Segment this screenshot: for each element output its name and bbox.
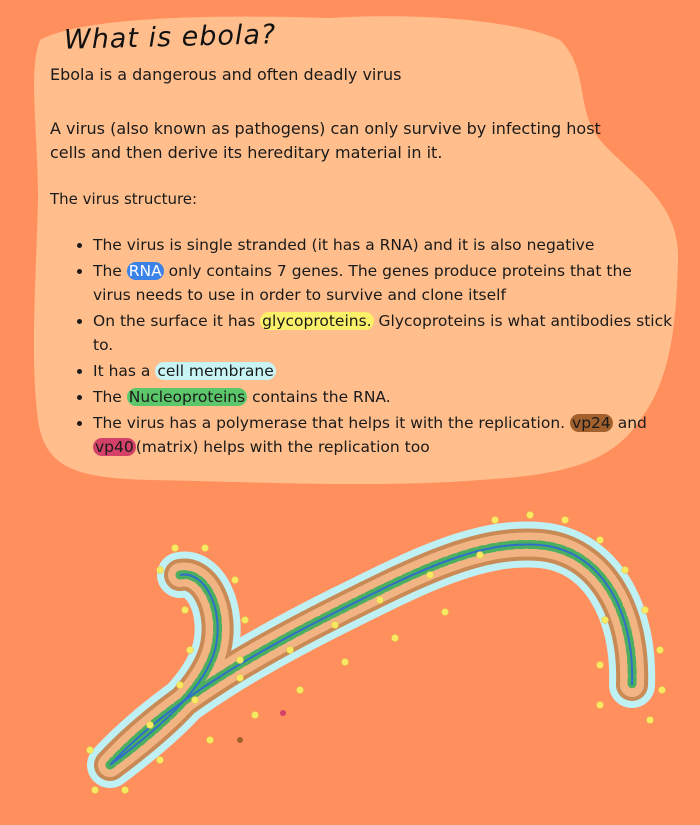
intro-text: Ebola is a dangerous and often deadly virus bbox=[50, 65, 402, 84]
protein-markers bbox=[237, 710, 286, 743]
list-item: • The virus has a polymerase that helps it with the replication. vp24 and vp40 (matrix) helps with the replication too bbox=[93, 411, 673, 459]
list-item: • The RNA only contains 7 genes. The genes produce proteins that the virus needs to use in order to survive and clone itself bbox=[93, 259, 673, 307]
vp40-highlight: vp40 bbox=[95, 438, 134, 456]
rna-highlight: RNA bbox=[128, 262, 162, 280]
glycoprotein-highlight: glycoproteins. bbox=[262, 312, 372, 330]
vp24-highlight: vp24 bbox=[572, 414, 611, 432]
nucleoprotein-highlight: Nucleoproteins bbox=[128, 388, 246, 406]
definition-text: A virus (also known as pathogens) can only survive by infecting host cells and then derive its hereditary material in it. bbox=[50, 119, 601, 162]
page-title: What is ebola? bbox=[63, 19, 277, 56]
list-item: • The Nucleoproteins contains the RNA. bbox=[93, 385, 673, 409]
fact-list bbox=[52, 233, 673, 461]
structure-heading: The virus structure: bbox=[50, 190, 198, 208]
list-item: • On the surface it has glycoproteins. Glycoproteins is what antibodies stick to. bbox=[93, 309, 673, 357]
list-item: • The virus is single stranded (it has a RNA) and it is also negative bbox=[93, 233, 673, 257]
ebola-virus-illustration bbox=[0, 500, 700, 825]
list-item: • It has a cell membrane bbox=[93, 359, 673, 383]
cell-membrane-highlight: cell membrane bbox=[157, 362, 274, 380]
